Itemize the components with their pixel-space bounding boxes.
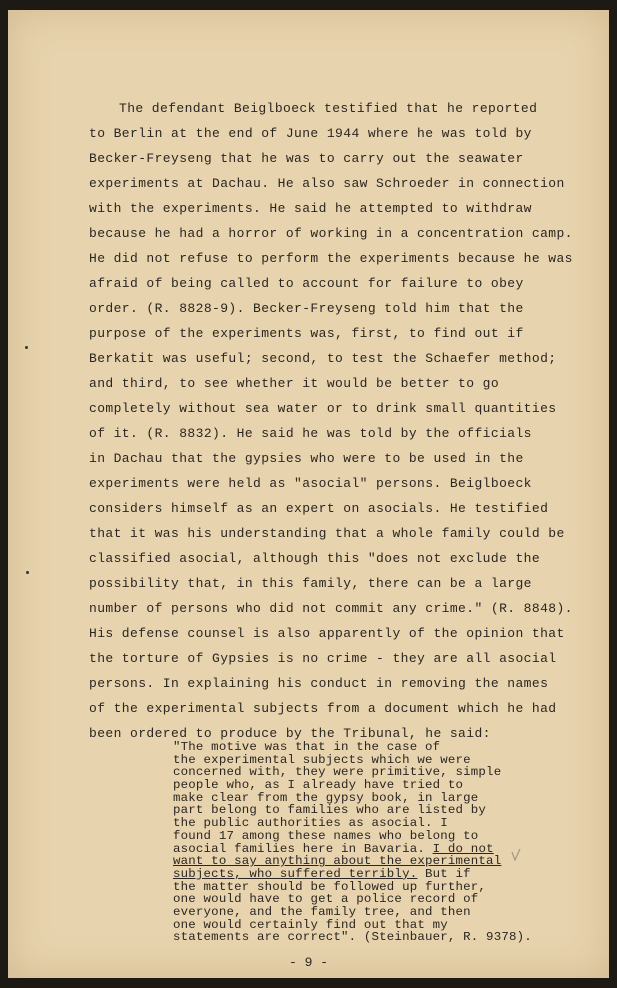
quote-line: found 17 among these names who belong to (173, 828, 479, 843)
body-line: that it was his understanding that a whole family could be (89, 526, 565, 541)
underlined-quote-segment: I do not (432, 841, 494, 856)
quote-segment: But if (417, 866, 471, 881)
body-line: completely without sea water or to drink small quantities (89, 401, 557, 416)
body-line: purpose of the experiments was, first, to find out if (89, 326, 524, 341)
check-mark-icon (511, 848, 521, 862)
quote-line: concerned with, they were primitive, simple (173, 765, 502, 780)
underlined-quote-segment: subjects, who suffered terribly. (173, 866, 418, 881)
quote-line (173, 868, 523, 881)
quote-line: people who, as I already have tried to (173, 778, 464, 793)
body-line: classified asocial, although this "does not exclude the (89, 551, 541, 566)
block-quote (173, 740, 532, 945)
quote-segment: asocial families here in Bavaria. (173, 841, 433, 856)
body-line: experiments at Dachau. He also saw Schroeder in connection (89, 176, 565, 191)
body-line: Berkatit was useful; second, to test the Schaefer method; (89, 351, 557, 366)
body-line: Becker-Freyseng that he was to carry out the seawater (89, 151, 524, 166)
quote-line: "The motive was that in the case of (173, 740, 441, 754)
body-line: to Berlin at the end of June 1944 where he was told by (89, 126, 532, 141)
body-line: He did not refuse to perform the experiments because he was (89, 251, 573, 266)
body-line: in Dachau that the gypsies who were to be used in the (89, 451, 524, 466)
body-line: order. (R. 8828-9). Becker-Freyseng told him that the (89, 301, 524, 316)
body-line: because he had a horror of working in a concentration camp. (89, 226, 573, 241)
underlined-quote-line: want to say anything about the experimental (173, 854, 502, 869)
body-line: His defense counsel is also apparently of the opinion that (89, 626, 565, 641)
quote-line: part belong to families who are listed by (173, 803, 487, 818)
page-number: - 9 - (288, 955, 328, 970)
quote-line: everyone, and the family tree, and then (173, 904, 471, 919)
body-line: the torture of Gypsies is no crime - they are all asocial (89, 651, 557, 666)
quote-line: make clear from the gypsy book, in large (173, 790, 479, 805)
body-line: possibility that, in this family, there can be a large (89, 576, 532, 591)
quote-line: the experimental subjects which we were (173, 752, 471, 767)
quote-line: statements are correct". (Steinbauer, R. 9378). (173, 930, 532, 945)
document-page (8, 10, 609, 978)
body-line: considers himself as an expert on asocials. He testified (89, 501, 549, 516)
body-line: with the experiments. He said he attempted to withdraw (89, 201, 532, 216)
quote-line: one would certainly find out that my (173, 917, 448, 932)
body-line: number of persons who did not commit any crime." (R. 8848). (89, 601, 573, 616)
ink-speck (26, 571, 29, 574)
quote-line: the matter should be followed up further, (173, 879, 487, 894)
body-line: persons. In explaining his conduct in removing the names (89, 676, 549, 691)
body-line: afraid of being called to account for failure to obey (89, 276, 524, 291)
ink-speck (25, 346, 28, 349)
quote-line: one would have to get a police record of (173, 892, 479, 907)
body-line: and third, to see whether it would be better to go (89, 376, 500, 391)
body-line: of the experimental subjects from a document which he had (89, 701, 557, 716)
body-line: experiments were held as "asocial" persons. Beiglboeck (89, 476, 532, 491)
body-line: The defendant Beiglboeck testified that he reported (119, 101, 538, 116)
quote-line: the public authorities as asocial. I (173, 816, 448, 831)
body-line: been ordered to produce by the Tribunal, he said: (89, 726, 491, 741)
body-line: of it. (R. 8832). He said he was told by the officials (89, 426, 532, 441)
